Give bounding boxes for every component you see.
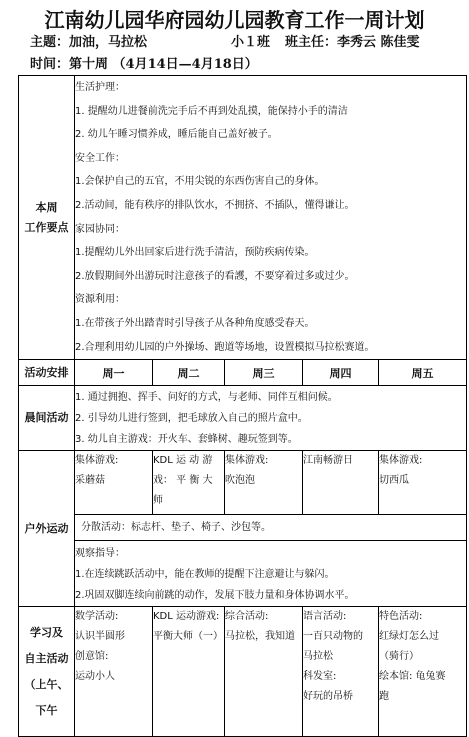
cell-line: 集体游戏: xyxy=(379,455,423,467)
focus-line: 1.提醒幼儿外出回家后进行洗手清洁，预防疾病传染。 xyxy=(75,247,315,259)
focus-line: 1. 提醒幼儿进餐前洗完手后不再到处乱摸，能保持小手的清洁 xyxy=(75,105,348,117)
focus-line: 2. 幼儿午睡习惯养成，睡后能自己盖好被子。 xyxy=(75,129,278,141)
cell-line: 集体游戏: xyxy=(75,455,119,467)
morning-row xyxy=(19,386,467,451)
morning-line: 3. 幼儿自主游戏：开火车、套蜂树、趣玩签到等。 xyxy=(75,434,298,446)
time-text: 时间：第十周 （4月14日—4月18日） xyxy=(30,57,258,72)
study-cell-monday xyxy=(75,607,153,737)
morning-line: 2. 引导幼儿进行签到，把毛球放入自己的照片盒中。 xyxy=(75,413,308,425)
cell-line: KDL 运 动 游 xyxy=(153,455,213,467)
cell-line: 采蘑菇 xyxy=(75,475,105,487)
cell-line: 一百只动物的 xyxy=(303,631,363,643)
study-label-line: （上午、 xyxy=(24,677,69,691)
focus-row xyxy=(19,76,467,360)
focus-line: 资源利用： xyxy=(75,294,125,306)
cell-line: 科发室: xyxy=(303,671,337,683)
theme-text: 主题：加油，马拉松 xyxy=(30,35,148,50)
day-wednesday: 周三 xyxy=(225,360,303,386)
focus-line: 生活护理： xyxy=(75,82,125,93)
study-label-line: 下午 xyxy=(35,703,58,717)
cell-line: 数学活动: xyxy=(75,611,119,623)
cell-line: 马拉松，我知道 xyxy=(225,631,295,643)
guidance-line: 1.在连续跳跃活动中，能在教师的提醒下注意避让与躲闪。 xyxy=(75,569,335,581)
cell-line: 语言活动: xyxy=(303,611,347,623)
focus-line: 1.会保护自己的五官，不用尖锐的东西伤害自己的身体。 xyxy=(75,176,325,188)
study-cell-wednesday xyxy=(225,607,303,737)
study-cell-tuesday xyxy=(153,607,225,737)
study-row xyxy=(19,607,467,737)
guidance-content xyxy=(75,541,467,607)
cell-line: 绘本馆: 龟兔赛 xyxy=(379,671,446,683)
cell-line: 特色活动: xyxy=(379,611,423,623)
morning-label: 晨间活动 xyxy=(19,386,75,451)
study-cell-friday xyxy=(379,607,467,737)
cell-line: 跑 xyxy=(379,691,389,703)
cell-line: 吹泡泡 xyxy=(225,475,255,487)
cell-line: 江南畅游日 xyxy=(303,455,353,467)
focus-content xyxy=(75,76,467,360)
study-cell-thursday xyxy=(303,607,379,737)
schedule-header-row xyxy=(19,360,467,386)
focus-line: 安全工作： xyxy=(75,152,125,164)
cell-line: KDL 运动游戏: xyxy=(153,611,220,623)
focus-line: 1.在带孩子外出踏青时引导孩子从各种角度感受春天。 xyxy=(75,317,315,329)
cell-line: 切西瓜 xyxy=(379,475,409,487)
day-thursday: 周四 xyxy=(303,360,379,386)
guidance-line: 观察指导： xyxy=(75,548,125,560)
scattered-line: 分散活动：标志杆、垫子、椅子、沙包等。 xyxy=(81,521,271,533)
cell-line: 红绿灯怎么过 xyxy=(379,631,439,643)
cell-line: 创意馆: xyxy=(75,651,109,663)
page-title: 江南幼儿园华府园幼儿园教育工作一周计划 xyxy=(44,8,425,32)
focus-label-line1: 本周 xyxy=(35,200,58,214)
cell-line: 平衡大师（一） xyxy=(153,631,223,643)
day-friday: 周五 xyxy=(379,360,467,386)
cell-line: 马拉松 xyxy=(303,651,333,663)
outdoor-scattered-row xyxy=(19,515,467,541)
cell-line: 师 xyxy=(153,495,163,507)
outdoor-cell-tuesday xyxy=(153,451,225,515)
morning-line: 1. 通过拥抱、挥手、问好的方式，与老师、同伴互相问候。 xyxy=(75,392,338,404)
guidance-line: 2.巩固双脚连续向前跳的动作，发展下肢力量和身体协调水平。 xyxy=(75,590,355,602)
cell-line: 好玩的吊桥 xyxy=(303,691,353,703)
teacher-text: 班主任：李秀云 陈佳雯 xyxy=(285,35,420,50)
morning-content xyxy=(75,386,467,451)
outdoor-guidance-row xyxy=(19,541,467,607)
schedule-label: 活动安排 xyxy=(19,360,75,386)
outdoor-cell-friday xyxy=(379,451,467,515)
focus-line: 2.活动间，能有秩序的排队饮水，不拥挤、不插队，懂得谦让。 xyxy=(75,199,355,211)
day-tuesday: 周二 xyxy=(153,360,225,386)
outdoor-cell-thursday xyxy=(303,451,379,515)
scattered-activity xyxy=(75,515,467,541)
class-text: 小１班 xyxy=(231,35,271,50)
weekly-plan-table xyxy=(18,75,467,737)
cell-line: 戏： 平 衡 大 xyxy=(153,475,213,487)
focus-line: 2.放假期间外出游玩时注意孩子的看護，不要穿着过多或过少。 xyxy=(75,270,355,282)
study-label-line: 学习及 xyxy=(30,625,63,639)
outdoor-label: 户外运动 xyxy=(19,451,75,607)
outdoor-games-row xyxy=(19,451,467,515)
focus-line: 2.合理利用幼儿园的户外操场、跑道等场地，设置模拟马拉松赛道。 xyxy=(75,341,375,353)
outdoor-cell-monday xyxy=(75,451,153,515)
day-monday: 周一 xyxy=(75,360,153,386)
cell-line: 运动小人 xyxy=(75,671,115,683)
study-label-line: 自主活动 xyxy=(24,651,69,665)
cell-line: （骑行） xyxy=(379,651,419,663)
cell-line: 认识半圆形 xyxy=(75,631,125,643)
cell-line: 集体游戏: xyxy=(225,455,269,467)
study-label xyxy=(19,607,75,737)
focus-label-line2: 工作要点 xyxy=(24,220,69,234)
focus-label xyxy=(19,76,75,360)
cell-line: 综合活动: xyxy=(225,611,269,623)
focus-line: 家园协同： xyxy=(75,223,125,235)
outdoor-cell-wednesday xyxy=(225,451,303,515)
